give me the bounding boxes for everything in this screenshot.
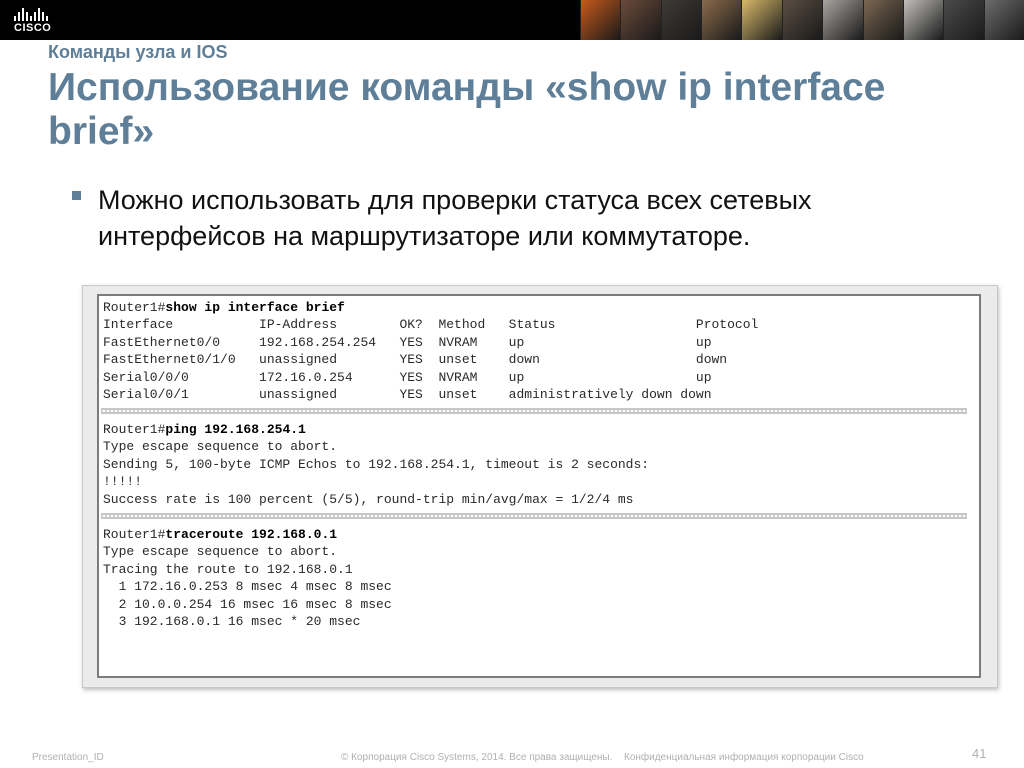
slide-title: Использование команды «show ip interface brief» [48, 66, 886, 153]
terminal-command: show ip interface brief [165, 300, 345, 315]
separator [101, 513, 967, 519]
terminal-line: Type escape sequence to abort. [103, 439, 338, 455]
terminal-line: Success rate is 100 percent (5/5), round-trip min/avg/max = 1/2/4 ms [103, 491, 634, 507]
photo-strip [580, 0, 1024, 40]
terminal-line: Tracing the route to 192.168.0.1 [103, 561, 353, 577]
terminal-line: Serial0/0/0 172.16.0.254 YES NVRAM up up [103, 369, 712, 385]
terminal-prompt: Router1# [103, 300, 166, 315]
banner-photo [782, 0, 822, 40]
terminal-line: 2 10.0.0.254 16 msec 16 msec 8 msec [103, 596, 392, 612]
banner-photo [741, 0, 781, 40]
cisco-bridge-icon [14, 7, 48, 21]
banner-photo [580, 0, 620, 40]
terminal-line [103, 299, 758, 316]
bullet-text: Можно использовать для проверки статуса всех сетевых интерфейсов на маршрутизаторе или коммутаторе. [98, 185, 812, 251]
banner-photo [620, 0, 660, 40]
ping-block [103, 421, 649, 508]
terminal-prompt: Router1# [103, 422, 166, 437]
terminal-prompt: Router1# [103, 527, 166, 542]
slide-subtitle: Команды узла и IOS [48, 42, 228, 62]
terminal-line: Sending 5, 100-byte ICMP Echos to 192.168.254.1, timeout is 2 seconds: [103, 456, 650, 472]
copyright-text: © Корпорация Cisco Systems, 2014. Все права защищены. [341, 752, 613, 763]
banner-photo [863, 0, 903, 40]
terminal-screenshot [82, 285, 998, 688]
terminal-line: Serial0/0/1 unassigned YES unset administratively down down [103, 386, 712, 402]
terminal-line: !!!!! [103, 474, 143, 490]
terminal-line [103, 526, 392, 543]
bullet-square-icon [72, 191, 81, 200]
terminal-line: FastEthernet0/0 192.168.254.254 YES NVRAM up up [103, 334, 712, 350]
presentation-id: Presentation_ID [32, 752, 104, 763]
terminal-line: 1 172.16.0.253 8 msec 4 msec 8 msec [103, 579, 392, 595]
banner-photo [822, 0, 862, 40]
terminal-command: ping 192.168.254.1 [165, 422, 306, 437]
banner-photo [903, 0, 943, 40]
logo-text: CISCO [14, 22, 52, 34]
banner-photo [984, 0, 1024, 40]
banner-photo [943, 0, 983, 40]
page-number: 41 [972, 746, 987, 761]
terminal-line: Interface IP-Address OK? Method Status Protocol [103, 317, 759, 333]
terminal-line [103, 421, 649, 438]
show-ip-interface-block [103, 299, 758, 403]
banner-photo [661, 0, 701, 40]
terminal-line: FastEthernet0/1/0 unassigned YES unset down down [103, 352, 728, 368]
cisco-logo [6, 4, 66, 36]
terminal-output [97, 294, 981, 678]
header-banner [0, 0, 1024, 40]
separator [101, 408, 967, 414]
terminal-line: Type escape sequence to abort. [103, 544, 338, 560]
terminal-command: traceroute 192.168.0.1 [165, 527, 338, 542]
terminal-line: 3 192.168.0.1 16 msec * 20 msec [103, 613, 361, 629]
traceroute-block [103, 526, 392, 630]
banner-photo [701, 0, 741, 40]
confidential-text: Конфиденциальная информация корпорации Cisco [624, 752, 864, 763]
